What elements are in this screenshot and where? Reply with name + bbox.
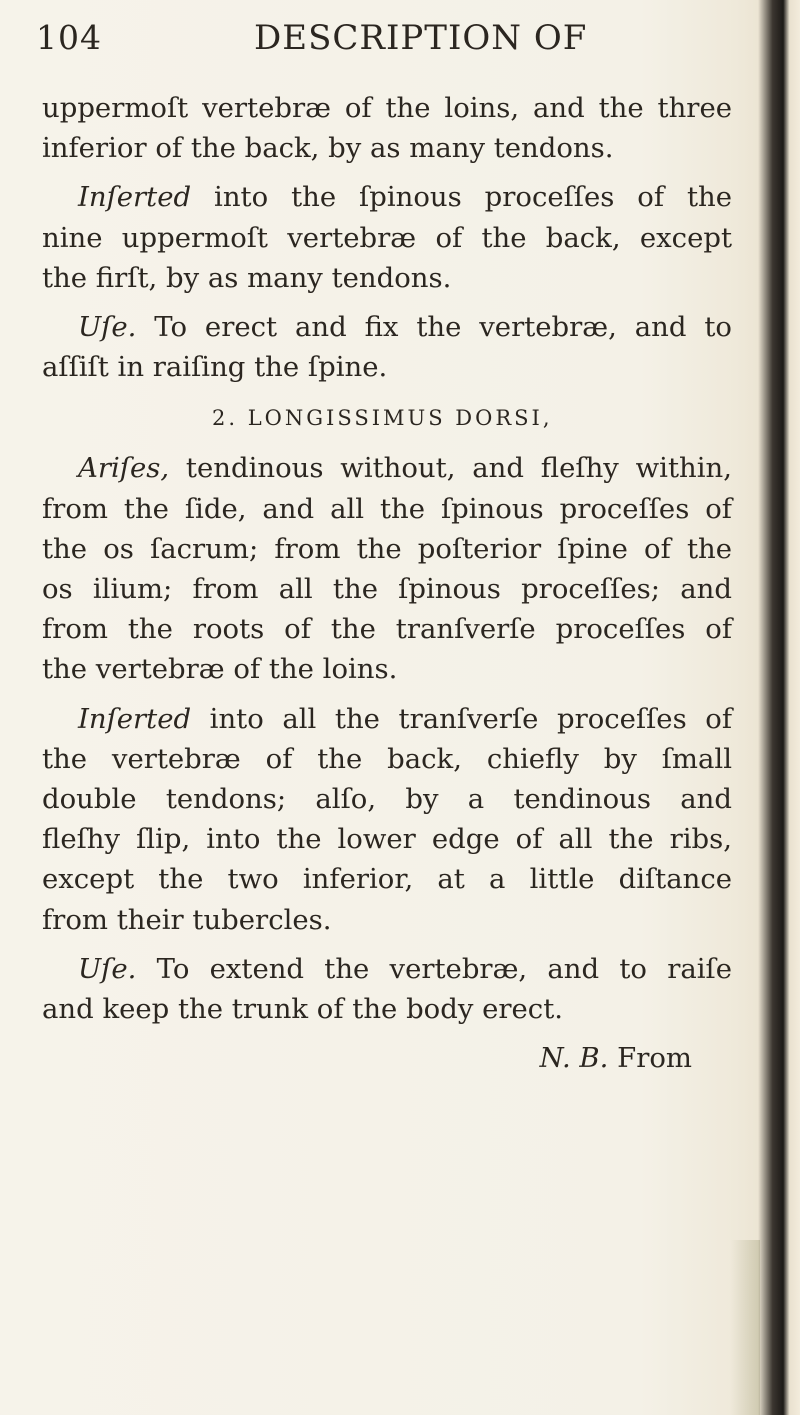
text-line: the vertebræ of the loins. xyxy=(42,653,398,686)
text-line: fleſhy ſlip, into the lower edge of all the ribs, xyxy=(42,823,732,856)
text-line: from the roots of the tranſverſe proceſſes of xyxy=(42,613,732,646)
text-line: from the ſide, and all the ſpinous proceſſes of xyxy=(42,492,732,525)
paragraph-use-2 xyxy=(42,949,732,1029)
paragraph-arises xyxy=(42,448,732,689)
text-line: from their tubercles. xyxy=(42,903,332,936)
page-number: 104 xyxy=(36,18,102,57)
lead-term: Uſe. xyxy=(78,311,137,344)
text-line: uppermoſt vertebræ of the loins, and the three xyxy=(42,92,732,124)
text-line: nine uppermoſt vertebræ of the back, except xyxy=(42,221,732,254)
lead-term: Ariſes, xyxy=(78,452,170,485)
running-head: DESCRIPTION OF xyxy=(254,18,588,58)
text-line xyxy=(42,699,732,739)
book-spine-edge xyxy=(758,0,800,1415)
paragraph-inserted xyxy=(42,177,732,298)
nota-bene: N. B. xyxy=(539,1042,609,1075)
text-span: into the ſpinous proceſſes of the xyxy=(191,181,732,214)
text-span: To erect and fix the vertebræ, and to xyxy=(136,311,732,344)
text-span: To extend the vertebræ, and to raiſe xyxy=(136,952,732,985)
text-line: the firſt, by as many tendons. xyxy=(42,261,452,294)
text-line: inferior of the back, by as many tendons. xyxy=(42,132,614,165)
text-line: double tendons; alſo, by a tendinous and xyxy=(42,783,732,816)
page-stain xyxy=(730,1240,760,1415)
text-line: os ilium; from all the ſpinous proceſſes; and xyxy=(42,573,732,606)
page-header xyxy=(36,18,736,68)
paragraph-continuation xyxy=(42,88,732,168)
text-line: the vertebræ of the back, chiefly by ſmall xyxy=(42,742,732,775)
text-span: into all the tranſverſe proceſſes of xyxy=(191,702,732,735)
paragraph-inserted-2 xyxy=(42,699,732,940)
lead-term: Uſe. xyxy=(78,952,137,985)
text-line xyxy=(42,307,732,347)
lead-term: Inſerted xyxy=(78,702,192,735)
text-line: the os ſacrum; from the poſterior ſpine of the xyxy=(42,532,732,565)
lead-term: Inſerted xyxy=(78,181,192,214)
text-line xyxy=(42,448,732,488)
text-line xyxy=(42,177,732,217)
catchword: From xyxy=(608,1042,692,1075)
text-line xyxy=(42,949,732,989)
text-line: aſſiſt in raiſing the ſpine. xyxy=(42,351,388,384)
text-line: except the two inferior, at a little diſtance xyxy=(42,863,732,896)
text-span: tendinous without, and fleſhy within, xyxy=(169,452,732,485)
paragraph-use xyxy=(42,307,732,387)
catchline xyxy=(42,1038,732,1078)
section-heading: 2. LONGISSIMUS DORSI, xyxy=(212,406,553,431)
text-line: and keep the trunk of the body erect. xyxy=(42,993,563,1026)
body-text xyxy=(42,88,732,1078)
